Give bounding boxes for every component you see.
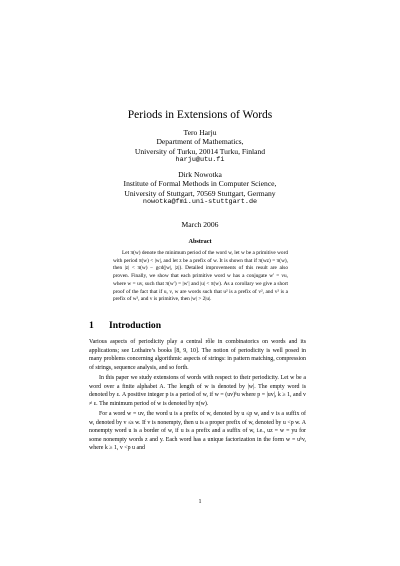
author-affiliation-line: University of Stuttgart, 70569 Stuttgart, Germany [124,188,276,198]
author-affiliation-line: University of Turku, 20014 Turku, Finland [134,146,266,156]
author-email: harju@utu.fi [175,155,225,164]
author-block [0,170,400,207]
author-list [0,128,400,212]
section-number: 1 [89,320,94,331]
author-block [0,128,400,165]
author-email: nowotka@fmi.uni-stuttgart.de [142,198,258,207]
section-title: Introduction [109,320,162,331]
page-number: 1 [198,499,202,505]
abstract-text: Let π(w) denote the minimum period of the word w, let w be a primitive word with period π(w) < |w|, and let z be a prefix of w. It is shown that if π(wz) = π(w), then |z| < π(w) − gcd(|w|, |z|). Detailed improvements of this result are also proven. Finally, we show that each primitive word w has a conjugate w′ = vu, where w = uv, such that π(w′) = |w′| and |u| < π(w). As a corollary we give a short proof of the fact that if u, v, w are words such that u² is a prefix of v², and v² is a prefix of w², and v is primitive, then |w| > 2|u|. [113,250,288,303]
author-affiliation-line: Institute of Formal Methods in Computer Science, [123,179,277,189]
author-name: Tero Harju [183,128,217,137]
body-paragraph: Various aspects of periodicity play a central rôle in combinatorics on words and its applications; see Lothaire’s books [8, 9, 10]. The notion of periodicity is well posed in many problems concerning algorithmic aspects of strings: in pattern matching, compression of strings, sequence analysis, and so forth. [89,339,306,371]
paper-title: Periods in Extensions of Words [127,109,273,121]
author-name: Dirk Nowotka [178,170,222,180]
abstract-heading: Abstract [188,238,212,245]
author-affiliation-line: Department of Mathematics, [156,137,244,147]
body-paragraph: For a word w = uv, the word u is a prefix of w, denoted by u ≤p w, and v is a suffix of w, denoted by v ≤s w. If v is nonempty, then u is a proper prefix of w, denoted by u <p w. A nonempty word u is a border of w, if u is a prefix and a suffix of w, i.e., uz = w = yu for some nonempty words z and y. Each word has a unique factorization in the form w = uᵏv, where k ≥ 1, v <p u and [89,411,306,451]
body-text [89,338,306,455]
publication-date: March 2006 [181,220,219,229]
abstract-body [113,250,288,304]
section-heading [89,320,161,332]
body-paragraph: In this paper we study extensions of words with respect to their periodicity. Let w be a word over a finite alphabet A. The length of w is denoted by |w|. The empty word is denoted by ε. A positive integer p is a period of w, if w = (uv)ᵏu where p = |uv|, k ≥ 1, and v ≠ ε. The minimum period of w is denoted by π(w). [89,375,306,407]
